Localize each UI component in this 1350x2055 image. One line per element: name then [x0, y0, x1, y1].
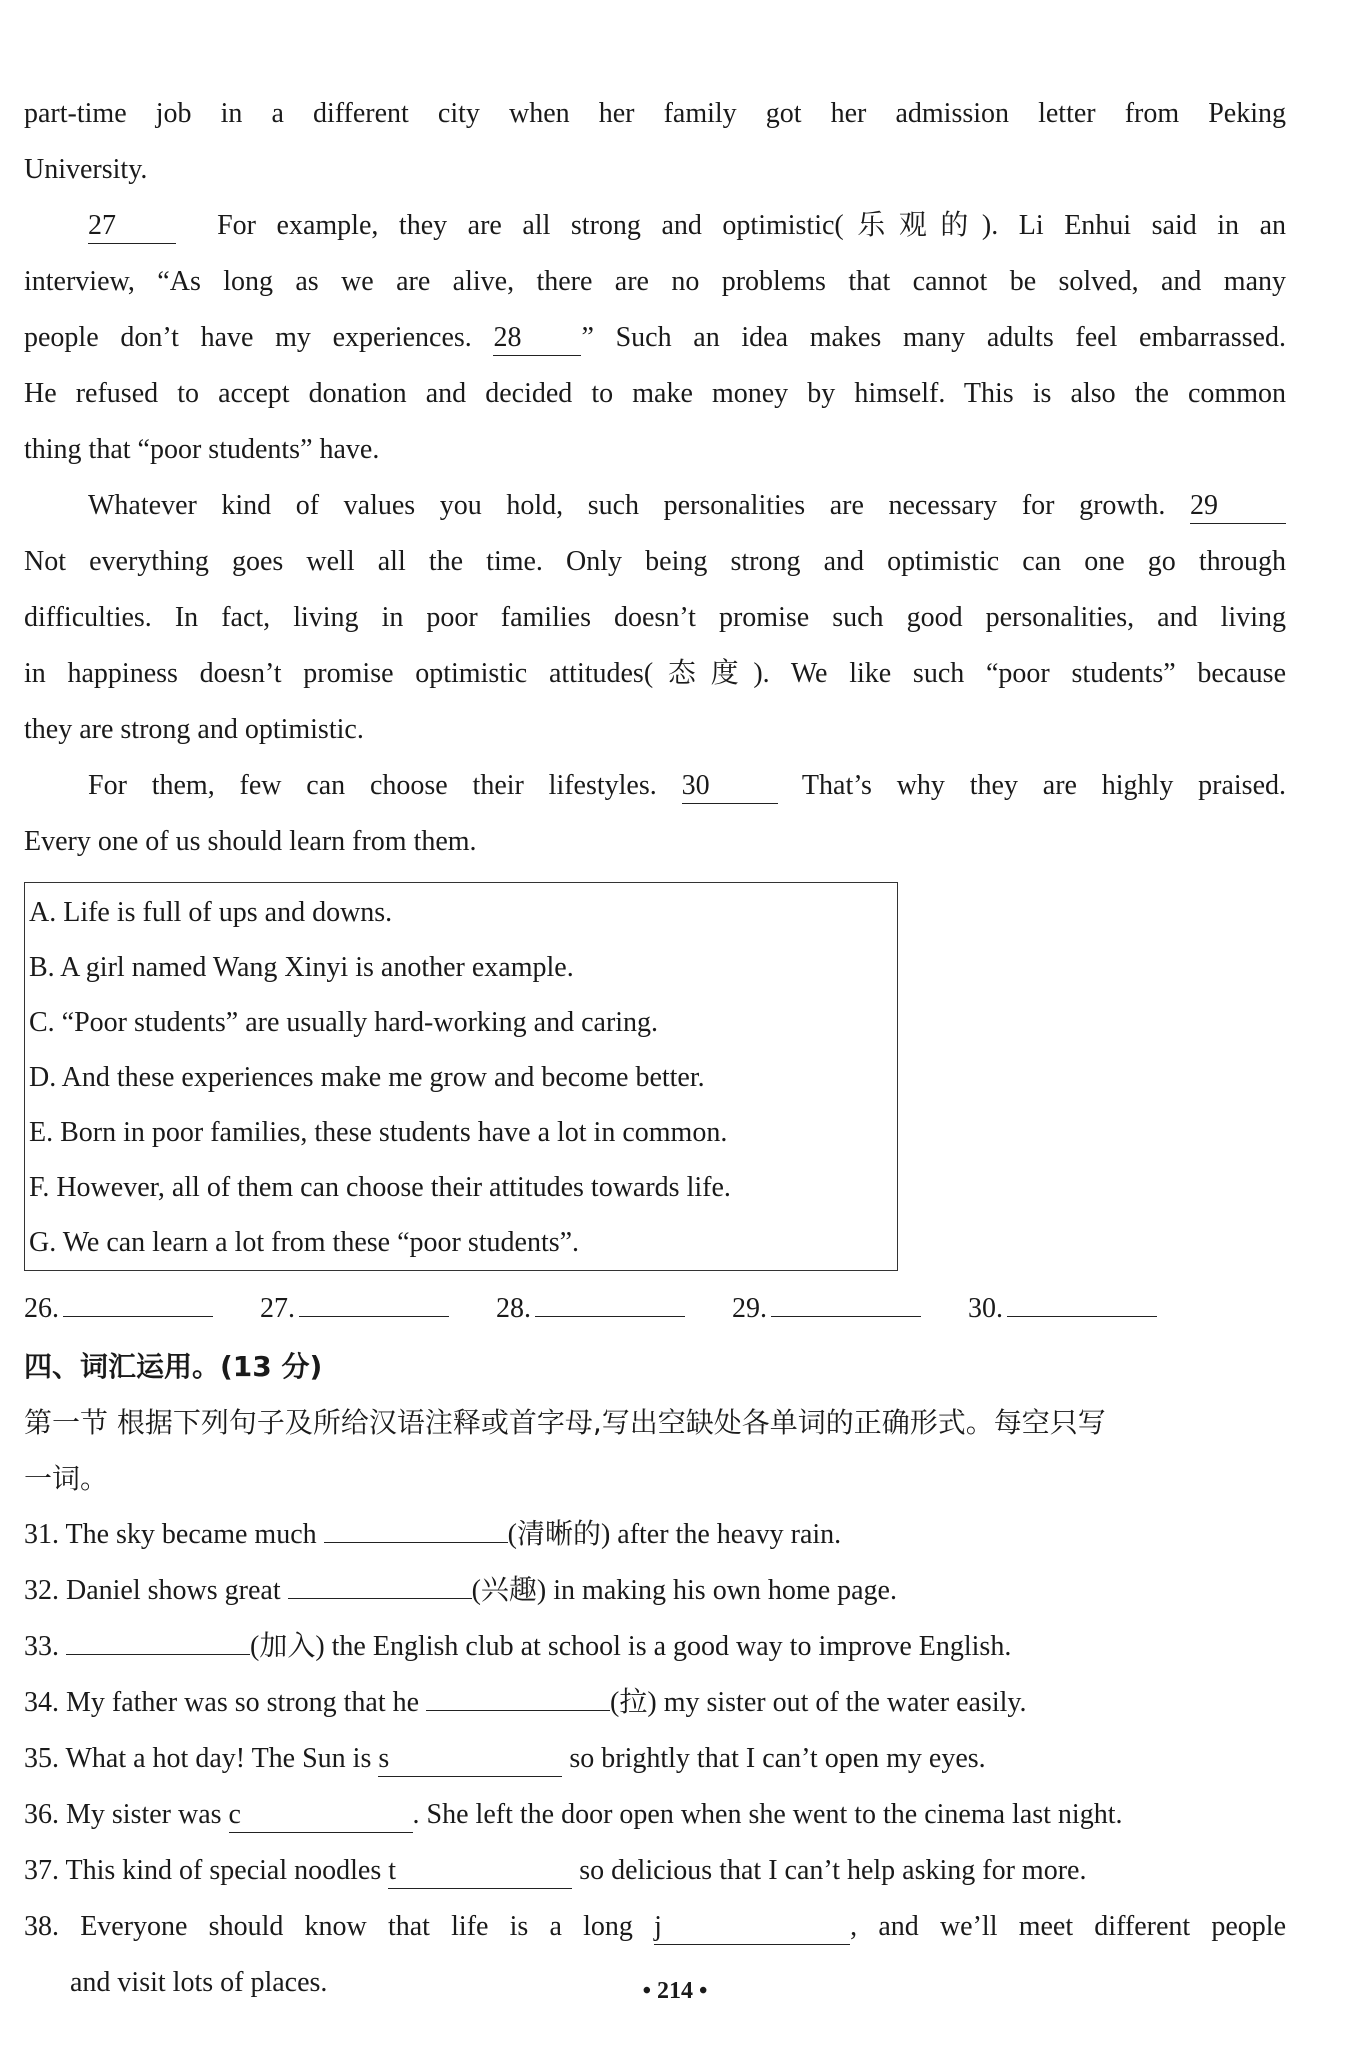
passage-line-11: in happiness doesn’t promise optimistic attitudes(态度). We like such “poor students” because	[24, 658, 1286, 689]
passage-line-2: University.	[24, 154, 148, 185]
answer-28-label: 28.	[496, 1293, 531, 1324]
answer-27[interactable]	[260, 1279, 496, 1339]
passage-line-8	[24, 478, 1286, 534]
section-instruction-2: 一词。	[24, 1462, 109, 1495]
exercise-32-text-b: (兴趣) in making his own home page.	[471, 1575, 897, 1606]
passage-line-14: Every one of us should learn from them.	[24, 826, 477, 857]
option-c: C. “Poor students” are usually hard-working and caring.	[29, 1007, 659, 1038]
exercise-38-continued: and visit lots of places.	[70, 1967, 328, 1998]
passage-line-7: thing that “poor students” have.	[24, 434, 380, 465]
exercise-34-blank[interactable]	[426, 1676, 610, 1711]
exercise-36-blank[interactable]: c	[229, 1798, 413, 1833]
answer-28[interactable]	[496, 1279, 732, 1339]
passage-line-9: Not everything goes well all the time. Only being strong and optimistic can one go through	[24, 546, 1286, 577]
blank-29: 29	[1190, 489, 1286, 524]
option-g: G. We can learn a lot from these “poor students”.	[29, 1227, 580, 1258]
option-e: E. Born in poor families, these students have a lot in common.	[29, 1117, 728, 1148]
exercise-35	[24, 1731, 1286, 1787]
exercise-38-blank[interactable]: j	[654, 1910, 850, 1945]
answer-26-label: 26.	[24, 1293, 59, 1324]
answer-29-blank[interactable]	[771, 1286, 921, 1317]
exercise-33	[24, 1619, 1286, 1675]
exercise-31-text-a: 31. The sky became much	[24, 1519, 317, 1550]
answer-26-blank[interactable]	[63, 1286, 213, 1317]
exercise-37-text-b: so delicious that I can’t help asking for more.	[579, 1855, 1087, 1886]
answer-30-blank[interactable]	[1007, 1286, 1157, 1317]
answer-27-label: 27.	[260, 1293, 295, 1324]
passage-line-13-text-b: That’s why they are highly praised.	[801, 770, 1286, 801]
exercise-38-text-b: , and we’ll meet different people	[850, 1911, 1287, 1942]
blank-30: 30	[682, 769, 778, 804]
exercise-33-text-a: 33.	[24, 1631, 59, 1662]
passage-line-6: He refused to accept donation and decided to make money by himself. This is also the common	[24, 378, 1286, 409]
option-d: D. And these experiences make me grow and become better.	[29, 1062, 705, 1093]
option-b: B. A girl named Wang Xinyi is another example.	[29, 952, 574, 983]
option-a: A. Life is full of ups and downs.	[29, 897, 393, 928]
exercise-36-text-b: . She left the door open when she went to the cinema last night.	[412, 1799, 1123, 1830]
exercise-36	[24, 1787, 1286, 1843]
exercise-34-text-a: 34. My father was so strong that he	[24, 1687, 420, 1718]
passage-line-4: interview, “As long as we are alive, there are no problems that cannot be solved, and many	[24, 266, 1286, 297]
exercise-35-text-a: 35. What a hot day! The Sun is	[24, 1743, 372, 1774]
passage-line-1: part-time job in a different city when her family got her admission letter from Peking	[24, 98, 1286, 129]
exercise-37-blank[interactable]: t	[388, 1854, 572, 1889]
exercise-32	[24, 1563, 1286, 1619]
passage-line-13	[24, 758, 1286, 814]
exercise-37	[24, 1843, 1286, 1899]
answer-26[interactable]	[24, 1279, 260, 1339]
exercise-37-text-a: 37. This kind of special noodles	[24, 1855, 382, 1886]
answer-28-blank[interactable]	[535, 1286, 685, 1317]
exercise-33-blank[interactable]	[66, 1620, 250, 1655]
passage-line-12: they are strong and optimistic.	[24, 714, 364, 745]
answer-29-label: 29.	[732, 1293, 767, 1324]
exercise-34-text-b: (拉) my sister out of the water easily.	[610, 1687, 1027, 1718]
exercise-33-text-b: (加入) the English club at school is a good way to improve English.	[250, 1631, 1012, 1662]
page-content	[24, 86, 1286, 2011]
answer-30-label: 30.	[968, 1293, 1003, 1324]
exercise-36-text-a: 36. My sister was	[24, 1799, 222, 1830]
answer-30[interactable]	[968, 1279, 1204, 1339]
exercise-38	[24, 1899, 1286, 1955]
section-heading: 四、词汇运用。(13 分)	[24, 1350, 323, 1383]
exercises	[24, 1507, 1286, 2011]
blank-27: 27	[88, 209, 176, 244]
options-box	[24, 882, 898, 1271]
exercise-32-text-a: 32. Daniel shows great	[24, 1575, 281, 1606]
exercise-32-blank[interactable]	[288, 1564, 472, 1599]
blank-28: 28	[493, 321, 581, 356]
exercise-35-blank[interactable]: s	[378, 1742, 562, 1777]
passage-line-5	[24, 310, 1286, 366]
exercise-34	[24, 1675, 1286, 1731]
exercise-35-text-b: so brightly that I can’t open my eyes.	[569, 1743, 986, 1774]
section-instruction-1: 第一节 根据下列句子及所给汉语注释或首字母,写出空缺处各单词的正确形式。每空只写	[24, 1406, 1106, 1439]
exercise-31-blank[interactable]	[324, 1508, 508, 1543]
page-number: • 214 •	[642, 1978, 708, 2004]
passage-line-3	[24, 198, 1286, 254]
passage-line-3-text: For example, they are all strong and optimistic(乐观的). Li Enhui said in an	[217, 210, 1287, 241]
passage-line-10: difficulties. In fact, living in poor families doesn’t promise such good personalities, and living	[24, 602, 1286, 633]
passage-line-13-text-a: For them, few can choose their lifestyles.	[88, 770, 657, 801]
passage-line-5-text-b: ” Such an idea makes many adults feel embarrassed.	[581, 322, 1286, 353]
passage-line-8-text: Whatever kind of values you hold, such personalities are necessary for growth.	[88, 490, 1166, 521]
answer-27-blank[interactable]	[299, 1286, 449, 1317]
answer-row	[24, 1279, 1286, 1339]
exercise-31-text-b: (清晰的) after the heavy rain.	[507, 1519, 842, 1550]
answer-29[interactable]	[732, 1279, 968, 1339]
exercise-38-text-a: 38. Everyone should know that life is a long	[24, 1911, 633, 1942]
exercise-31	[24, 1507, 1286, 1563]
passage-line-5-text-a: people don’t have my experiences.	[24, 322, 472, 353]
option-f: F. However, all of them can choose their attitudes towards life.	[29, 1172, 731, 1203]
